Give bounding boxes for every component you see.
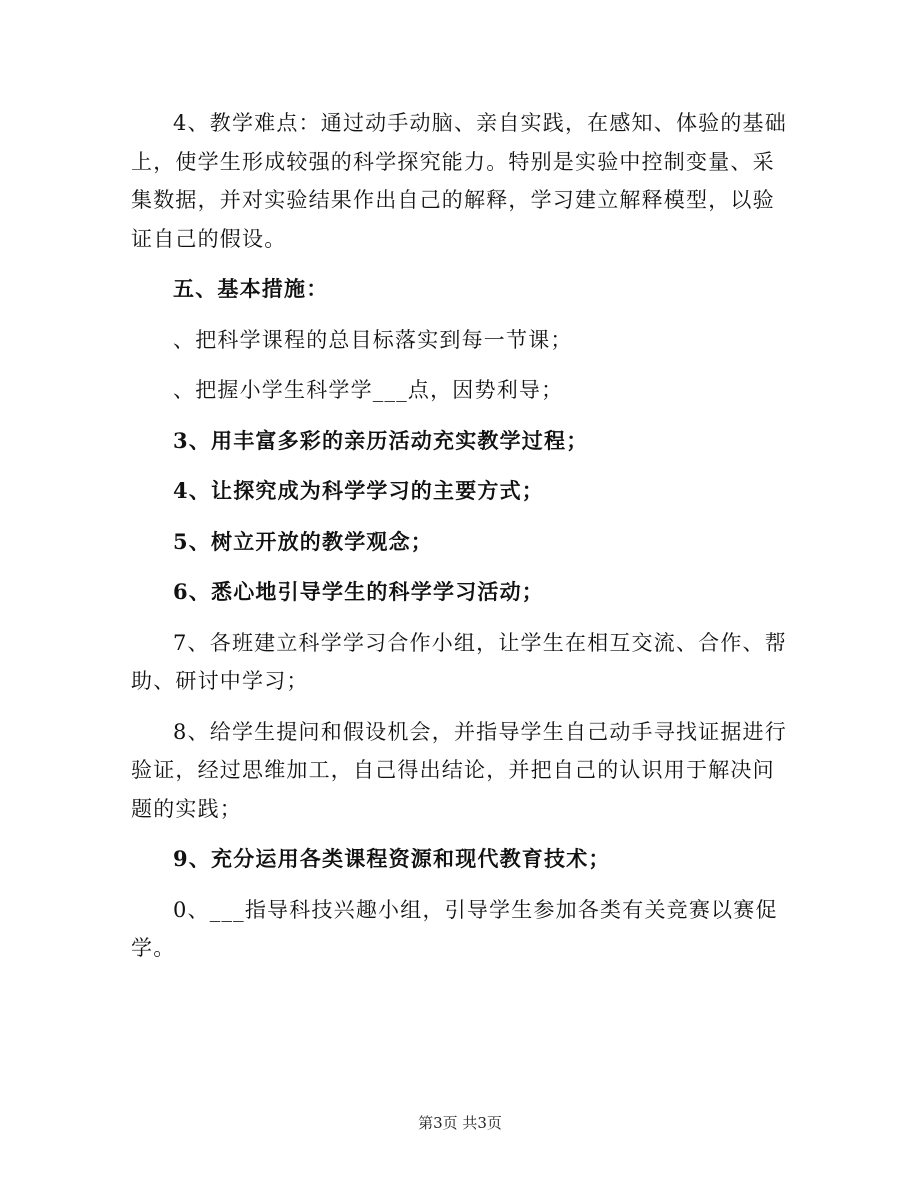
list-item-2: 、把握小学生科学学___点，因势利导；	[173, 378, 564, 402]
list-item-5: 5、树立开放的教学观念；	[173, 528, 434, 554]
list-item-7: 7、各班建立科学学习合作小组，让学生在相互交流、合作、帮助、研讨中学习；	[131, 630, 787, 693]
section-heading-basic-measures: 五、基本措施：	[173, 276, 329, 301]
paragraph-teaching-difficulty: 4、教学难点：通过动手动脑、亲自实践，在感知、体验的基础上，使学生形成较强的科学探究能力。特别是实验中控制变量、采集数据，并对实验结果作出自己的解释，学习建立解释模型，以验证自己的假设。	[131, 111, 787, 251]
list-item-9: 9、充分运用各类课程资源和现代教育技术；	[173, 846, 611, 871]
list-item-6: 6、悉心地引导学生的科学学习活动；	[173, 579, 545, 604]
page-number-footer: 第3页 共3页	[418, 1114, 502, 1132]
list-item-4: 4、让探究成为科学学习的主要方式；	[173, 478, 545, 503]
list-item-1: 、把科学课程的总目标落实到每一节课；	[173, 327, 573, 352]
document-body	[131, 104, 791, 968]
list-item-10: 0、___指导科技兴趣小组，引导学生参加各类有关竞赛以赛促学。	[131, 897, 778, 960]
list-item-3: 3、用丰富多彩的亲历活动充实教学过程；	[173, 427, 589, 453]
list-item-8: 8、给学生提问和假设机会，并指导学生自己动手寻找证据进行验证，经过思维加工，自己得出结论，并把自己的认识用于解决问题的实践；	[131, 719, 787, 821]
